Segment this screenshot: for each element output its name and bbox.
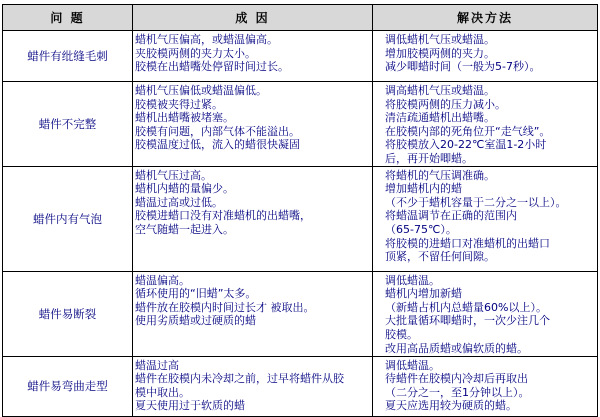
solution-line: 后，再开始唧蜡。 <box>385 151 473 165</box>
solution-cell <box>373 82 598 167</box>
table-row <box>3 82 598 167</box>
solution-line: 将胶模两侧的压力减小。 <box>385 97 506 111</box>
cause-line: 蜡温过高或过低。 <box>135 195 223 209</box>
cause-line: 蜡机出蜡嘴被堵塞。 <box>135 111 234 125</box>
solution-cell <box>373 31 598 82</box>
cause-cell <box>133 82 373 167</box>
cause-cell <box>133 271 373 356</box>
solution-cell <box>373 166 598 271</box>
header-problem: 问 题 <box>3 5 133 31</box>
solution-line: 将蜡机的气压调准确。 <box>385 168 495 182</box>
cause-cell <box>133 356 373 416</box>
cause-line: 蜡件在胶模内未冷却之前，过早将蜡件从胶 <box>135 372 344 386</box>
solution-line: 大批量循环唧蜡时，一次少注几个 <box>385 314 550 328</box>
cause-line: 夏天使用过于软质的蜡 <box>135 399 245 413</box>
table-row <box>3 271 598 356</box>
solution-line: 减少唧蜡时间（一般为5-7秒）。 <box>385 60 541 74</box>
solution-line: 蜡机内增加新蜡 <box>385 287 462 301</box>
cause-line: 蜡机气压偏低或蜡温偏低。 <box>135 84 267 97</box>
cause-line: 空气随蜡一起进入。 <box>135 222 234 236</box>
solution-line: 顶紧，不留任何间隙。 <box>385 250 495 264</box>
table-row <box>3 356 598 416</box>
solution-line: 调低蜡温。 <box>385 273 440 287</box>
cause-line: 胶模有问题，内部气体不能溢出。 <box>135 124 300 138</box>
solution-line: 胶模。 <box>385 327 418 341</box>
cause-cell <box>133 166 373 271</box>
problem-cell: 蜡件不完整 <box>3 82 133 167</box>
cause-line: 蜡机内蜡的量偏少。 <box>135 182 234 196</box>
header-solution: 解决方法 <box>373 5 598 31</box>
solution-cell <box>373 356 598 416</box>
troubleshooting-table <box>2 4 598 417</box>
problem-cell: 蜡件内有气泡 <box>3 166 133 271</box>
cause-line: 循环使用的“旧蜡”太多。 <box>135 287 257 301</box>
cause-line: 蜡机气压过高。 <box>135 168 212 182</box>
cause-line: 胶模在出蜡嘴处停留时间过长。 <box>135 60 289 74</box>
solution-line: 将蜡温调节在正确的范围内 <box>385 209 517 223</box>
cause-cell <box>133 31 373 82</box>
table-row <box>3 31 598 82</box>
solution-line: 清洁疏通蜡机出蜡嘴。 <box>385 111 495 125</box>
header-cause: 成 因 <box>133 5 373 31</box>
solution-line: 调低蜡机气压或蜡温。 <box>385 33 495 46</box>
solution-line: 在胶模内部的死角位开“走气线”。 <box>385 124 551 138</box>
cause-line: 胶模进蜡口没有对准蜡机的出蜡嘴， <box>135 209 311 223</box>
solution-line: 增加蜡机内的蜡 <box>385 182 462 196</box>
solution-line: 调低蜡温。 <box>385 358 440 372</box>
problem-cell: 蜡件易断裂 <box>3 271 133 356</box>
solution-line: （二分之一，至1分钟以上）。 <box>385 385 530 399</box>
cause-line: 胶模温度过低，流入的蜡很快凝固 <box>135 138 300 152</box>
solution-line: （不少于蜡机容量于二分之一以上）。 <box>385 195 567 209</box>
solution-line: 调高蜡机气压或蜡温。 <box>385 84 495 97</box>
problem-cell: 蜡件易弯曲走型 <box>3 356 133 416</box>
cause-line: 蜡温过高 <box>135 358 179 372</box>
cause-line: 蜡温偏高。 <box>135 273 190 287</box>
problem-cell: 蜡件有纰缝毛刺 <box>3 31 133 82</box>
table-row <box>3 166 598 271</box>
header-row <box>3 5 598 31</box>
solution-line: 将胶模的进蜡口对准蜡机的出蜡口 <box>385 236 550 250</box>
cause-line: 蜡件放在胶模内时间过长才 被取出。 <box>135 300 315 314</box>
solution-line: （新蜡占机内总蜡量60%以上）。 <box>385 300 547 314</box>
solution-line: 待蜡件在胶模内冷却后再取出 <box>385 372 528 386</box>
solution-line: 增加胶模两侧的夹力。 <box>385 46 495 60</box>
cause-line: 使用劣质蜡或过硬质的蜡 <box>135 314 256 328</box>
solution-line: （65-75℃）。 <box>385 222 457 236</box>
cause-line: 模中取出。 <box>135 385 190 399</box>
cause-line: 胶模被夹得过紧。 <box>135 97 223 111</box>
solution-line: 改用高品质蜡或偏软质的蜡。 <box>385 341 528 355</box>
solution-line: 夏天应选用较为硬质的蜡。 <box>385 399 517 413</box>
solution-cell <box>373 271 598 356</box>
solution-line: 将胶模放入20-22℃室温1-2小时 <box>385 138 547 152</box>
cause-line: 夹胶模两侧的夹力太小。 <box>135 46 256 60</box>
cause-line: 蜡机气压偏高，或蜡温偏高。 <box>135 33 278 46</box>
